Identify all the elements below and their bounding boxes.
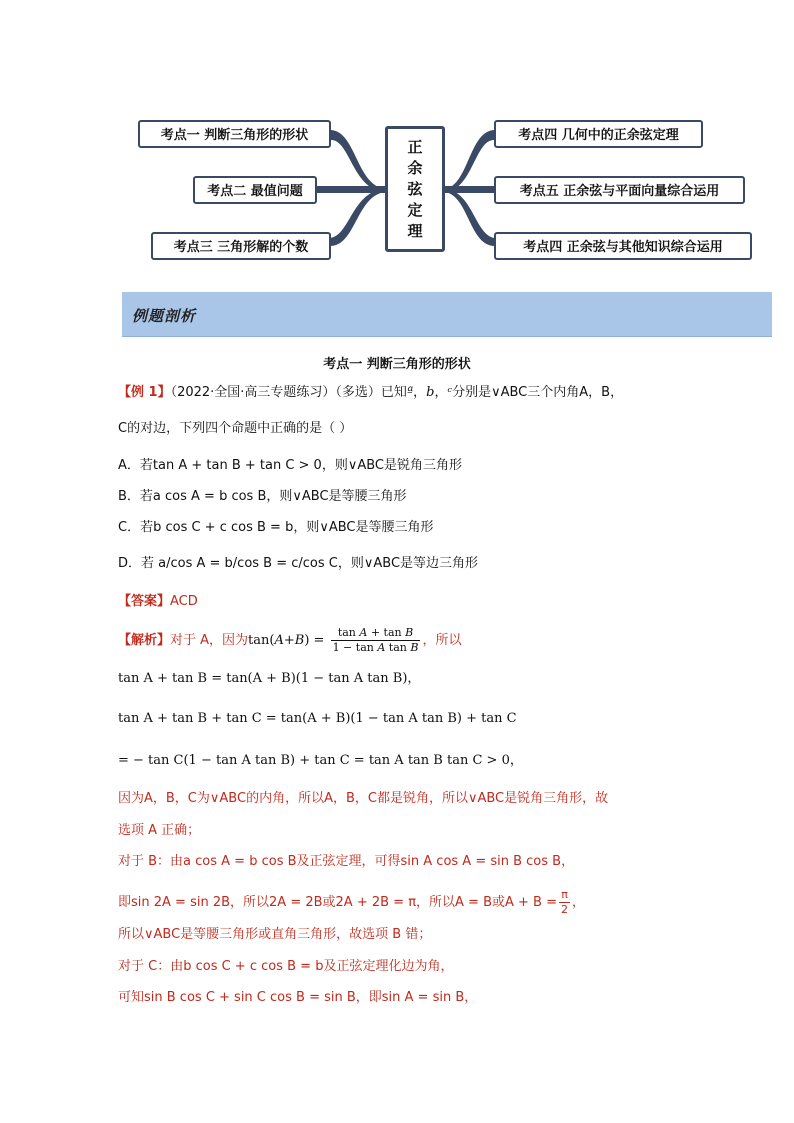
analysis-line-7: 对于 B：由a cos A = b cos B及正弦定理，可得sin A cos A = sin B cos B， xyxy=(118,854,575,869)
analysis-line-9: 所以∨ABC是等腰三角形或直角三角形，故选项 B 错； xyxy=(118,927,432,942)
option-a: A．若tan A + tan B + tan C > 0，则∨ABC是锐角三角形 xyxy=(118,458,463,473)
mindmap-node-left-1: 考点一 判断三角形的形状 xyxy=(138,120,331,148)
analysis-l8: 即sin 2A = sin 2B，所以2A = 2B或2A + 2B = π，所以A = B或A + B = xyxy=(118,895,557,910)
mindmap-node-right-2: 考点五 正余弦与平面向量综合运用 xyxy=(494,176,745,204)
analysis-line-10: 对于 C：由b cos C + c cos B = b及正弦定理化边为角， xyxy=(118,959,454,974)
option-c: C．若b cos C + c cos B = b，则∨ABC是等腰三角形 xyxy=(118,520,434,535)
example-tag: 【例 1】 xyxy=(118,385,171,400)
center-char: 余 xyxy=(407,158,423,177)
pi-over-two: $\frac{\pi}{2}$ xyxy=(561,888,568,916)
mindmap-node-right-3: 考点四 正余弦与其他知识综合运用 xyxy=(494,232,752,260)
analysis-l1: 对于 A，因为 xyxy=(170,633,249,648)
option-b: B．若a cos A = b cos B，则∨ABC是等腰三角形 xyxy=(118,489,407,504)
mindmap-node-left-2: 考点二 最值问题 xyxy=(193,176,317,204)
center-char: 理 xyxy=(407,221,423,240)
analysis-l8-tail: ， xyxy=(572,895,586,910)
analysis-line-8 xyxy=(118,888,585,917)
center-char: 弦 xyxy=(407,179,423,198)
answer-line xyxy=(118,593,198,611)
tan-sum-formula: tan(A+B) = $\frac{\text{tan A + tan B}}{\text{1 − tan A tan B}}$ xyxy=(248,626,419,654)
analysis-line-3: tan A + tan B + tan C = tan(A + B)(1 − tan A tan B) + tan C xyxy=(118,711,517,726)
section-banner xyxy=(122,292,772,337)
mindmap-center-node xyxy=(385,126,445,252)
var-a: ª xyxy=(406,385,414,400)
center-char: 定 xyxy=(407,200,423,219)
example-line-2: C的对边，下列四个命题中正确的是（ ） xyxy=(118,421,353,436)
example-line1-rest: 分别是∨ABC三个内角A，B， xyxy=(452,385,624,400)
analysis-tag: 【解析】 xyxy=(118,633,171,648)
answer-value: ACD xyxy=(170,594,198,609)
center-char: 正 xyxy=(407,137,423,156)
analysis-line-1 xyxy=(118,626,461,655)
example-line-1: 【例 1】（2022·全国·高三专题练习）（多选）已知ª，b，ᶜ分别是∨ABC三个内角A，B， xyxy=(118,385,624,400)
analysis-line-2: tan A + tan B = tan(A + B)(1 − tan A tan B)， xyxy=(118,671,421,686)
section-title: 考点一 判断三角形的形状 xyxy=(323,357,471,372)
analysis-line-5: 因为A，B，C为∨ABC的内角，所以A，B，C都是锐角，所以∨ABC是锐角三角形，故 xyxy=(118,791,609,806)
analysis-line-6: 选项 A 正确； xyxy=(118,823,201,838)
mindmap-node-left-3: 考点三 三角形解的个数 xyxy=(151,232,331,260)
answer-tag: 【答案】 xyxy=(118,594,171,609)
mindmap-node-right-1: 考点四 几何中的正余弦定理 xyxy=(494,120,703,148)
analysis-line-4: = − tan C(1 − tan A tan B) + tan C = tan A tan B tan C > 0， xyxy=(118,753,523,768)
option-d: D．若 a/cos A = b/cos B = c/cos C，则∨ABC是等边三角形 xyxy=(118,556,479,571)
analysis-line-11: 可知sin B cos C + sin C cos B = sin B，即sin A = sin B， xyxy=(118,990,478,1005)
analysis-l1-tail: ，所以 xyxy=(422,633,462,648)
banner-title: 例题剖析 xyxy=(132,307,197,325)
example-source: （2022·全国·高三专题练习）（多选）已知 xyxy=(170,385,407,400)
